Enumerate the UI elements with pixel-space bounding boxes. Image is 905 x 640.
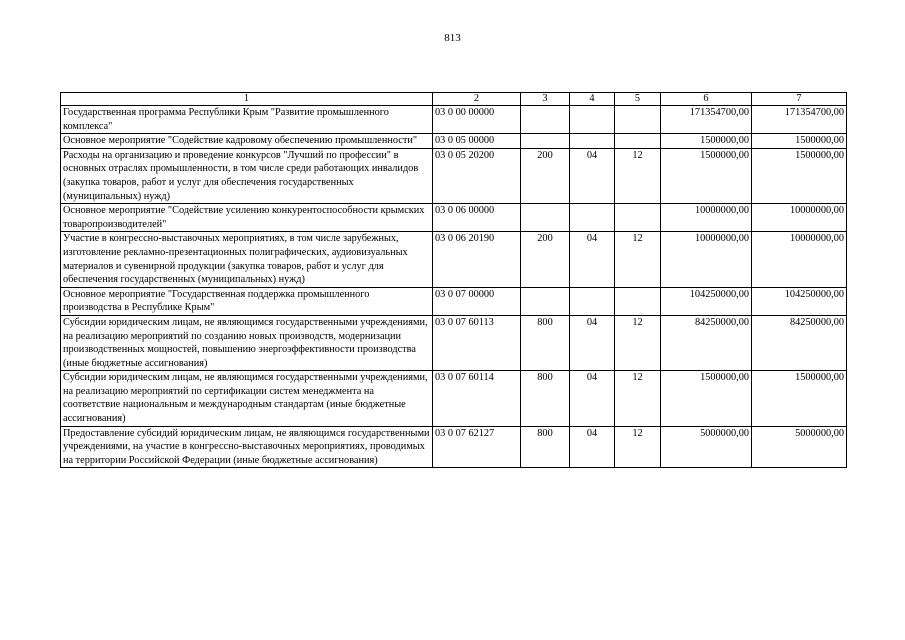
table-row (61, 315, 847, 370)
cell-rz (570, 106, 615, 134)
header-col-3: 3 (521, 93, 570, 106)
cell-amount-2: 1500000,00 (752, 148, 847, 203)
cell-code: 03 0 07 62127 (433, 426, 521, 468)
table-row (61, 148, 847, 203)
cell-amount-1: 1500000,00 (661, 134, 752, 149)
header-col-6: 6 (661, 93, 752, 106)
cell-name: Субсидии юридическим лицам, не являющимся государственными учреждениями, на реализацию мероприятий по созданию новых производств, модернизации производственных мощностей, повышению энергоэффективности производства (иные бюджетные ассигнования) (61, 315, 433, 370)
cell-pr (615, 287, 661, 315)
cell-name: Субсидии юридическим лицам, не являющимся государственными учреждениями, на реализацию мероприятий по сертификации систем менеджмента на соответствие национальным и международным стандартам (иные бюджетные ассигнования) (61, 371, 433, 426)
cell-amount-1: 10000000,00 (661, 204, 752, 232)
cell-vr: 800 (521, 315, 570, 370)
cell-amount-1: 10000000,00 (661, 232, 752, 287)
cell-pr: 12 (615, 148, 661, 203)
cell-amount-1: 84250000,00 (661, 315, 752, 370)
header-col-1: 1 (61, 93, 433, 106)
table-body (61, 106, 847, 468)
cell-amount-2: 10000000,00 (752, 204, 847, 232)
cell-amount-2: 10000000,00 (752, 232, 847, 287)
cell-rz: 04 (570, 148, 615, 203)
table-row (61, 426, 847, 468)
cell-code: 03 0 05 00000 (433, 134, 521, 149)
header-col-4: 4 (570, 93, 615, 106)
cell-amount-2: 1500000,00 (752, 371, 847, 426)
cell-amount-1: 1500000,00 (661, 148, 752, 203)
cell-code: 03 0 05 20200 (433, 148, 521, 203)
cell-vr (521, 106, 570, 134)
cell-amount-2: 171354700,00 (752, 106, 847, 134)
cell-pr (615, 106, 661, 134)
cell-vr (521, 287, 570, 315)
cell-pr (615, 204, 661, 232)
cell-amount-2: 5000000,00 (752, 426, 847, 468)
table-row (61, 287, 847, 315)
cell-vr: 200 (521, 148, 570, 203)
cell-name: Участие в конгрессно-выставочных мероприятиях, в том числе зарубежных, изготовление рекламно-презентационных полиграфических, аудиовизуальных материалов и сувенирной продукции (закупка товаров, работ и услуг для обеспечения государственных (муниципальных) нужд) (61, 232, 433, 287)
cell-amount-2: 104250000,00 (752, 287, 847, 315)
cell-name: Основное мероприятие "Содействие усилению конкурентоспособности крымских товаропроизводителей" (61, 204, 433, 232)
cell-amount-1: 104250000,00 (661, 287, 752, 315)
header-col-7: 7 (752, 93, 847, 106)
table-row (61, 204, 847, 232)
cell-name: Предоставление субсидий юридическим лицам, не являющимся государственными учреждениями, на участие в конгрессно-выставочных мероприятиях, проводимых на территории Российской Федерации (иные бюджетные ассигнования) (61, 426, 433, 468)
cell-vr: 200 (521, 232, 570, 287)
cell-amount-1: 171354700,00 (661, 106, 752, 134)
cell-name: Государственная программа Республики Крым "Развитие промышленного комплекса" (61, 106, 433, 134)
cell-pr: 12 (615, 232, 661, 287)
header-col-2: 2 (433, 93, 521, 106)
cell-code: 03 0 07 60114 (433, 371, 521, 426)
header-col-5: 5 (615, 93, 661, 106)
cell-pr (615, 134, 661, 149)
cell-code: 03 0 06 00000 (433, 204, 521, 232)
cell-rz (570, 134, 615, 149)
table-row (61, 232, 847, 287)
table-row (61, 106, 847, 134)
page-number: 813 (444, 32, 461, 44)
cell-code: 03 0 07 60113 (433, 315, 521, 370)
cell-code: 03 0 00 00000 (433, 106, 521, 134)
cell-rz: 04 (570, 371, 615, 426)
cell-rz: 04 (570, 232, 615, 287)
cell-rz: 04 (570, 426, 615, 468)
cell-amount-2: 1500000,00 (752, 134, 847, 149)
cell-rz (570, 287, 615, 315)
header-row (61, 93, 847, 106)
cell-code: 03 0 07 00000 (433, 287, 521, 315)
cell-pr: 12 (615, 426, 661, 468)
table-row (61, 134, 847, 149)
cell-amount-1: 1500000,00 (661, 371, 752, 426)
table-header (61, 93, 847, 106)
cell-name: Основное мероприятие "Государственная поддержка промышленного производства в Республике Крым" (61, 287, 433, 315)
cell-vr (521, 134, 570, 149)
cell-vr: 800 (521, 371, 570, 426)
cell-vr: 800 (521, 426, 570, 468)
cell-code: 03 0 06 20190 (433, 232, 521, 287)
cell-pr: 12 (615, 371, 661, 426)
table-row (61, 371, 847, 426)
cell-name: Основное мероприятие "Содействие кадровому обеспечению промышленности" (61, 134, 433, 149)
cell-name: Расходы на организацию и проведение конкурсов "Лучший по профессии" в основных отраслях промышленности, в том числе среди работающих инвалидов (закупка товаров, работ и услуг для обеспечения государственных (муниципальных) нужд) (61, 148, 433, 203)
cell-amount-1: 5000000,00 (661, 426, 752, 468)
cell-rz (570, 204, 615, 232)
budget-table (60, 92, 847, 468)
cell-vr (521, 204, 570, 232)
cell-rz: 04 (570, 315, 615, 370)
cell-pr: 12 (615, 315, 661, 370)
cell-amount-2: 84250000,00 (752, 315, 847, 370)
